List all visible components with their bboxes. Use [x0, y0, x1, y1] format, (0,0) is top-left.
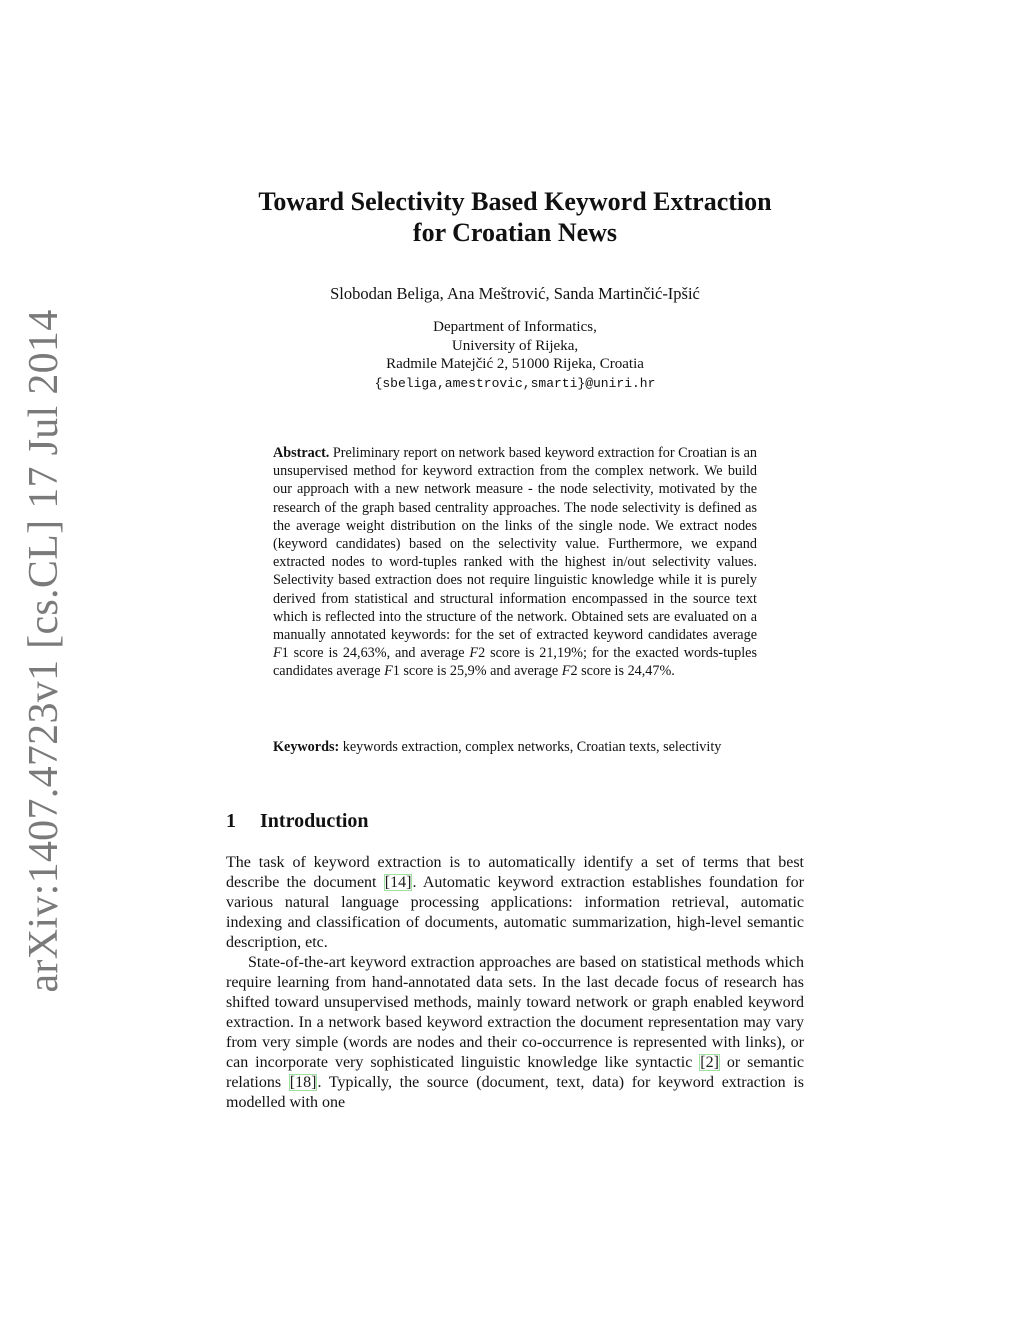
citation-link[interactable]: [14] [384, 874, 412, 891]
author-email[interactable]: {sbeliga,amestrovic,smarti}@uniri.hr [374, 376, 656, 391]
section-title: Introduction [260, 810, 369, 832]
title-line-1: Toward Selectivity Based Keyword Extraction [258, 187, 772, 216]
author-list: Slobodan Beliga, Ana Meštrović, Sanda Martinčić-Ipšić [330, 284, 700, 303]
paragraph-text: State-of-the-art keyword extraction approaches are based on statistical methods which require learning from hand-annotated data sets. In the last decade focus of research has shifted toward unsupervised methods, mainly toward network or graph enabled keyword extraction. In a network based keyword extraction the document representation may vary from very simple (words are nodes and their co-occurrence is represented with links), or can incorporate very sophisticated linguistic knowledge like syntactic [226, 954, 804, 1071]
citation-link[interactable]: [2] [700, 1054, 719, 1071]
title-line-2: for Croatian News [412, 218, 618, 247]
affiliation-department: Department of Informatics, [433, 319, 597, 335]
paragraph-text: The task of keyword extraction is to automatically identify a set of terms that best describe the document [226, 854, 804, 891]
keywords [273, 738, 757, 756]
abstract-text: 1 score is 24,63%, and average [281, 645, 470, 662]
abstract [273, 444, 757, 681]
affiliation-university: University of Rijeka, [451, 338, 579, 354]
paragraph-text: . Typically, the source (document, text, data) for keyword extraction is modelled with one [226, 1074, 805, 1111]
paper-title [226, 186, 804, 248]
f-score-symbol: F [561, 663, 571, 680]
abstract-text: 2 score is 24,47%. [570, 663, 675, 680]
f-score-symbol: F [469, 645, 479, 662]
affiliation-address: Radmile Matejčić 2, 51000 Rijeka, Croatia [386, 356, 644, 372]
section-heading-introduction [226, 810, 369, 833]
intro-paragraph-1 [226, 853, 804, 953]
section-number: 1 [226, 810, 236, 832]
f-score-symbol: F [273, 645, 282, 662]
keywords-label: Keywords: [273, 739, 340, 755]
f-score-symbol: F [384, 663, 393, 680]
intro-paragraph-2 [226, 953, 804, 1113]
arxiv-identifier-stamp: arXiv:1407.4723v1 [cs.CL] 17 Jul 2014 [21, 309, 67, 993]
abstract-text: Preliminary report on network based keyword extraction for Croatian is an unsupervised method for keyword extraction from the complex network. We build our approach with a new network measure - the node selectivity, motivated by the research of the graph based centrality approaches. The node selectivity is defined as the average weight distribution on the links of the single node. We extract nodes (keyword candidates) based on the selectivity value. Furthermore, we expand extracted nodes to word-tuples ranked with the highest in/out selectivity values. Selectivity based extraction does not require linguistic knowledge while it is purely derived from statistical and structural information encompassed in the source text which is reflected into the structure of the network. Obtained sets are evaluated on a manually annotated keywords: for the set of extracted keyword candidates average [273, 445, 757, 644]
abstract-text: 2 score is 21,19%; for the exacted words-tuples candidates average [273, 645, 757, 680]
citation-link[interactable]: [18] [289, 1074, 317, 1091]
paragraph-text: . Automatic keyword extraction establishes foundation for various natural language processing applications: information retrieval, automatic indexing and classification of documents, automatic summarization, high-level semantic description, etc. [226, 874, 805, 951]
abstract-text: 1 score is 25,9% and average [392, 663, 562, 680]
paragraph-text: or semantic relations [226, 1054, 805, 1091]
abstract-label: Abstract. [273, 445, 330, 461]
keywords-text: keywords extraction, complex networks, Croatian texts, selectivity [339, 739, 722, 755]
